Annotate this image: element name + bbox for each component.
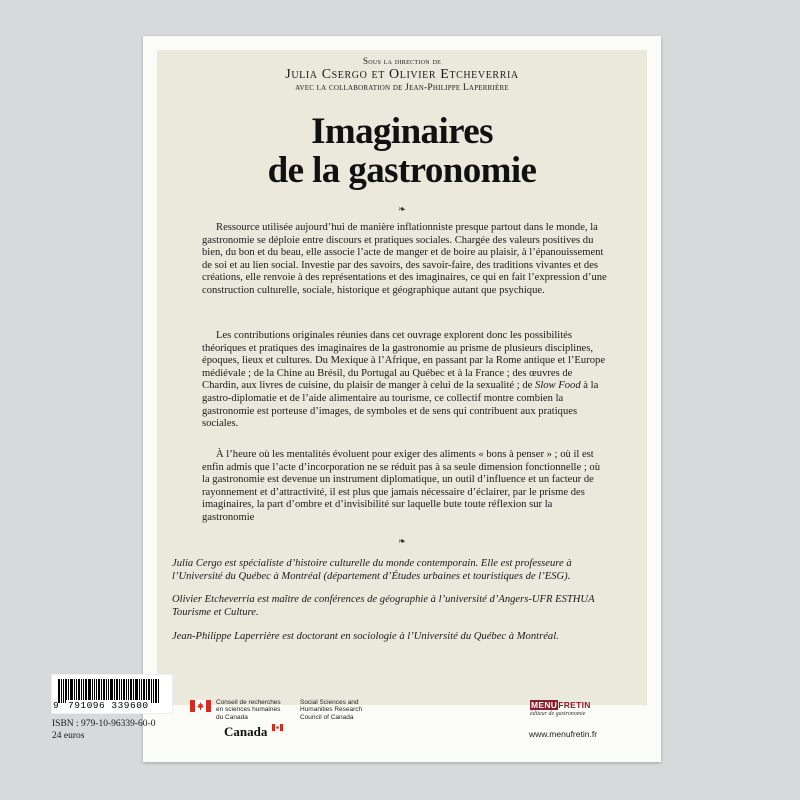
barcode-bar [158,679,159,703]
paragraph-2-after: à la gastro-diplomatie et de l’aide alimentaire au tourisme, ce collectif montre combien la gastronomie est porteuse d’images, de symboles et de sens qui contribuent aux pratiques sociales. [202,380,599,430]
ornament-bottom-icon: ❧ [398,536,406,546]
authors: Julia Csergo et Olivier Etcheverria [285,67,519,82]
isbn-block [52,718,155,742]
barcode-prefix: 9 [53,700,59,711]
barcode-bar [151,679,152,703]
collaboration-line [157,83,647,93]
title-line-2: de la gastronomie [267,150,537,191]
paragraph-1 [202,222,607,298]
credits-block [157,56,647,93]
paragraph-2 [202,330,607,431]
book-back-cover [143,36,661,762]
barcode-bar [61,679,62,703]
funder-fr-line-3: du Canada [216,713,248,721]
paragraph-2-text [202,330,607,431]
funder-en-line-3: Council of Canada [300,713,354,721]
isbn: ISBN : 979-10-96339-60-0 [52,719,156,729]
barcode-bar [155,679,157,703]
price: 24 euros [52,731,85,741]
publisher-name-mark: MENU [531,700,558,710]
funder-en [300,699,362,721]
book-title [157,112,647,190]
barcode-bar [153,679,154,703]
barcode [51,674,173,714]
barcode-number: 791096 339600 [68,700,149,711]
paragraph-3 [202,449,607,525]
title-line-1: Imaginaires [311,111,493,152]
author-bios [172,558,612,655]
canada-wordmark: Canada [224,724,268,739]
barcode-bar [63,679,64,703]
publisher-name [530,700,591,710]
canada-flag-icon [190,700,211,712]
canada-wordmark-flag-icon [272,724,283,731]
bio-olivier: Olivier Etcheverria est maître de conférences de géographie à l’université d’Angers-UFR ESTHUA Tourisme et Culture. [172,594,595,619]
funder-fr [216,699,281,721]
direction-label: Sous la direction de [362,56,442,66]
funder-en-line-1: Social Sciences and [300,699,359,706]
paragraph-1-text: Ressource utilisée aujourd’hui de manière inflationniste presque partout dans le monde, la gastronomie se déploie entre discours et pratiques sociales. Chargée des valeurs positives du bien, du bon et du beau, elle associe l’acte de manger et de boire au plaisir, à l’épanouissement de soi et au lien social. Investie par des savoirs, des savoir-faire, des traditions vivantes et des créations, elle renvoie à des représentations et des imaginaires, ce qui en fait l’expression d’une construction culturelle, sociale, historique et géographique autant que psychique. [202,222,607,296]
bio-julia: Julia Cergo est spécialiste d’histoire culturelle du monde contemporain. Elle est professeure à l’Université du Québec à Montréal (département d’Études urbaines et touristiques de l’ESG). [172,558,572,582]
paragraph-2-before: Les contributions originales réunies dans cet ouvrage explorent donc les possibilités théoriques et pratiques des imaginaires de la gastronomie au prisme de plusieurs disciplines, époques, lieux et cultures. Du Mexique à l’Afrique, en passant par la Rome antique et l’Europe médiévale ; de la Chine au Brésil, du Portugal au Québec et à la France ; des œuvres de Chardin, aux livres de cuisine, du plaisir de manger à celui de la sexualité ; de [202,330,606,392]
slow-food-italic: Slow Food [535,380,581,392]
paragraph-3-text: À l’heure où les mentalités évoluent pour exiger des aliments « bons à penser » ; où il est enfin admis que l’acte d’incorporation ne se réduit pas à sa seule dimension fonctionnelle ; où la gastronomie est devenue un instrument diplomatique, un outil d’influence et un facteur de rayonnement et d’attractivité, il est plus que jamais nécessaire d’éclairer, par le prisme des imaginaires, la part d’ombre et d’invisibilité sur laquelle bute toute réflexion sur la gastronomie [202,449,601,523]
funder-block [190,699,430,739]
publisher-name-rest: FRETIN [558,700,591,710]
collaborator: Jean-Philippe Laperrière [405,83,509,93]
publisher-url[interactable]: www.menufretin.fr [529,729,598,739]
ornament-top-icon: ❧ [398,204,406,214]
funder-fr-line-1: Conseil de recherches [216,699,281,706]
funder-en-line-2: Humanities Research [300,706,363,714]
bio-jean-philippe: Jean-Philippe Laperrière est doctorant en sociologie à l’Université du Québec à Montréal. [172,630,559,642]
publisher-tagline: éditeur de gastronomie [530,711,586,717]
publisher-logo [530,700,591,717]
funder-fr-line-2: en sciences humaines [216,706,281,714]
text-panel [157,50,647,705]
collaboration-prefix: avec la collaboration de [295,83,403,93]
